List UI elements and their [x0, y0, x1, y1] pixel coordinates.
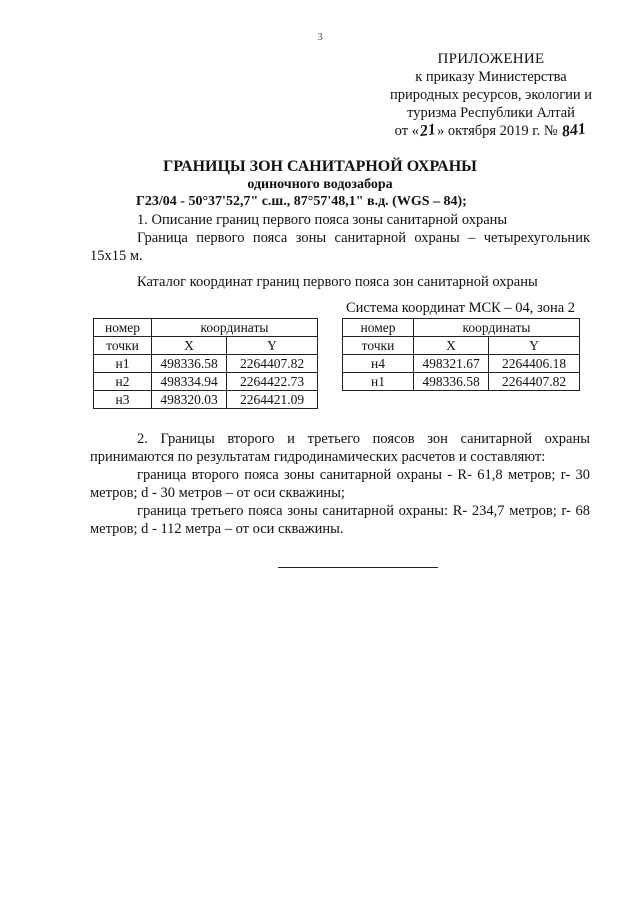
header-point: точки — [343, 337, 414, 355]
page-number: 3 — [317, 31, 323, 43]
appendix-block — [360, 50, 622, 140]
section-2-text: 2. Границы второго и третьего поясов зон санитарной охраны принимаются по результатам гидродинамических расчетов и составляют: — [90, 431, 590, 465]
zone-2-text: граница второго пояса зоны санитарной охраны - R- 61,8 метров; r- 30 метров; d - 30 метров – от оси скважины; — [90, 467, 590, 501]
table-row — [94, 355, 318, 373]
document-title: ГРАНИЦЫ ЗОН САНИТАРНОЙ ОХРАНЫ — [163, 158, 477, 175]
point-name: н1 — [343, 373, 414, 391]
appendix-title: ПРИЛОЖЕНИЕ — [437, 51, 545, 67]
appendix-line-2: природных ресурсов, экологии и — [389, 87, 593, 103]
appendix-date-line — [360, 122, 622, 140]
table-row — [94, 391, 318, 409]
point-name: н1 — [94, 355, 152, 373]
appendix-line-1: к приказу Министерства — [415, 69, 567, 85]
catalog-heading: Каталог координат границ первого пояса зон санитарной охраны — [137, 274, 538, 290]
point-name: н3 — [94, 391, 152, 409]
header-y: Y — [489, 337, 580, 355]
appendix-line-3: туризма Республики Алтай — [407, 105, 575, 121]
y-value: 2264422.73 — [227, 373, 318, 391]
point-name: н2 — [94, 373, 152, 391]
well-coordinates: Г23/04 - 50°37'52,7" с.ш., 87°57'48,1" в.д. (WGS – 84); — [136, 194, 467, 209]
coordinates-table-right — [342, 318, 580, 391]
x-value: 498321.67 — [414, 355, 489, 373]
x-value: 498320.03 — [152, 391, 227, 409]
section-1-heading: 1. Описание границ первого пояса зоны санитарной охраны — [137, 212, 508, 228]
y-value: 2264421.09 — [227, 391, 318, 409]
header-number: номер — [94, 319, 152, 337]
handwritten-day: 21 — [418, 120, 437, 141]
coordinate-system: Система координат МСК – 04, зона 2 — [346, 300, 576, 316]
table-row — [343, 355, 580, 373]
document-subtitle: одиночного водозабора — [247, 177, 393, 192]
table-row — [94, 373, 318, 391]
date-suffix: » октября 2019 г. № — [436, 123, 558, 139]
handwritten-order-number: 841 — [561, 120, 588, 141]
y-value: 2264407.82 — [489, 373, 580, 391]
header-point: точки — [94, 337, 152, 355]
header-coordinates: координаты — [152, 319, 318, 337]
header-x: X — [152, 337, 227, 355]
point-name: н4 — [343, 355, 414, 373]
header-y: Y — [227, 337, 318, 355]
end-divider — [278, 567, 438, 568]
section-1-text: Граница первого пояса зоны санитарной охраны – четырехугольник 15x15 м. — [90, 230, 590, 264]
header-x: X — [414, 337, 489, 355]
header-coordinates: координаты — [414, 319, 580, 337]
x-value: 498336.58 — [414, 373, 489, 391]
date-prefix: от « — [394, 123, 419, 139]
header-number: номер — [343, 319, 414, 337]
table-row — [343, 373, 580, 391]
zone-3-text: граница третьего пояса зоны санитарной охраны: R- 234,7 метров; r- 68 метров; d - 112 метра – от оси скважины. — [90, 503, 590, 537]
x-value: 498336.58 — [152, 355, 227, 373]
x-value: 498334.94 — [152, 373, 227, 391]
y-value: 2264407.82 — [227, 355, 318, 373]
coordinates-table-left — [93, 318, 318, 409]
y-value: 2264406.18 — [489, 355, 580, 373]
